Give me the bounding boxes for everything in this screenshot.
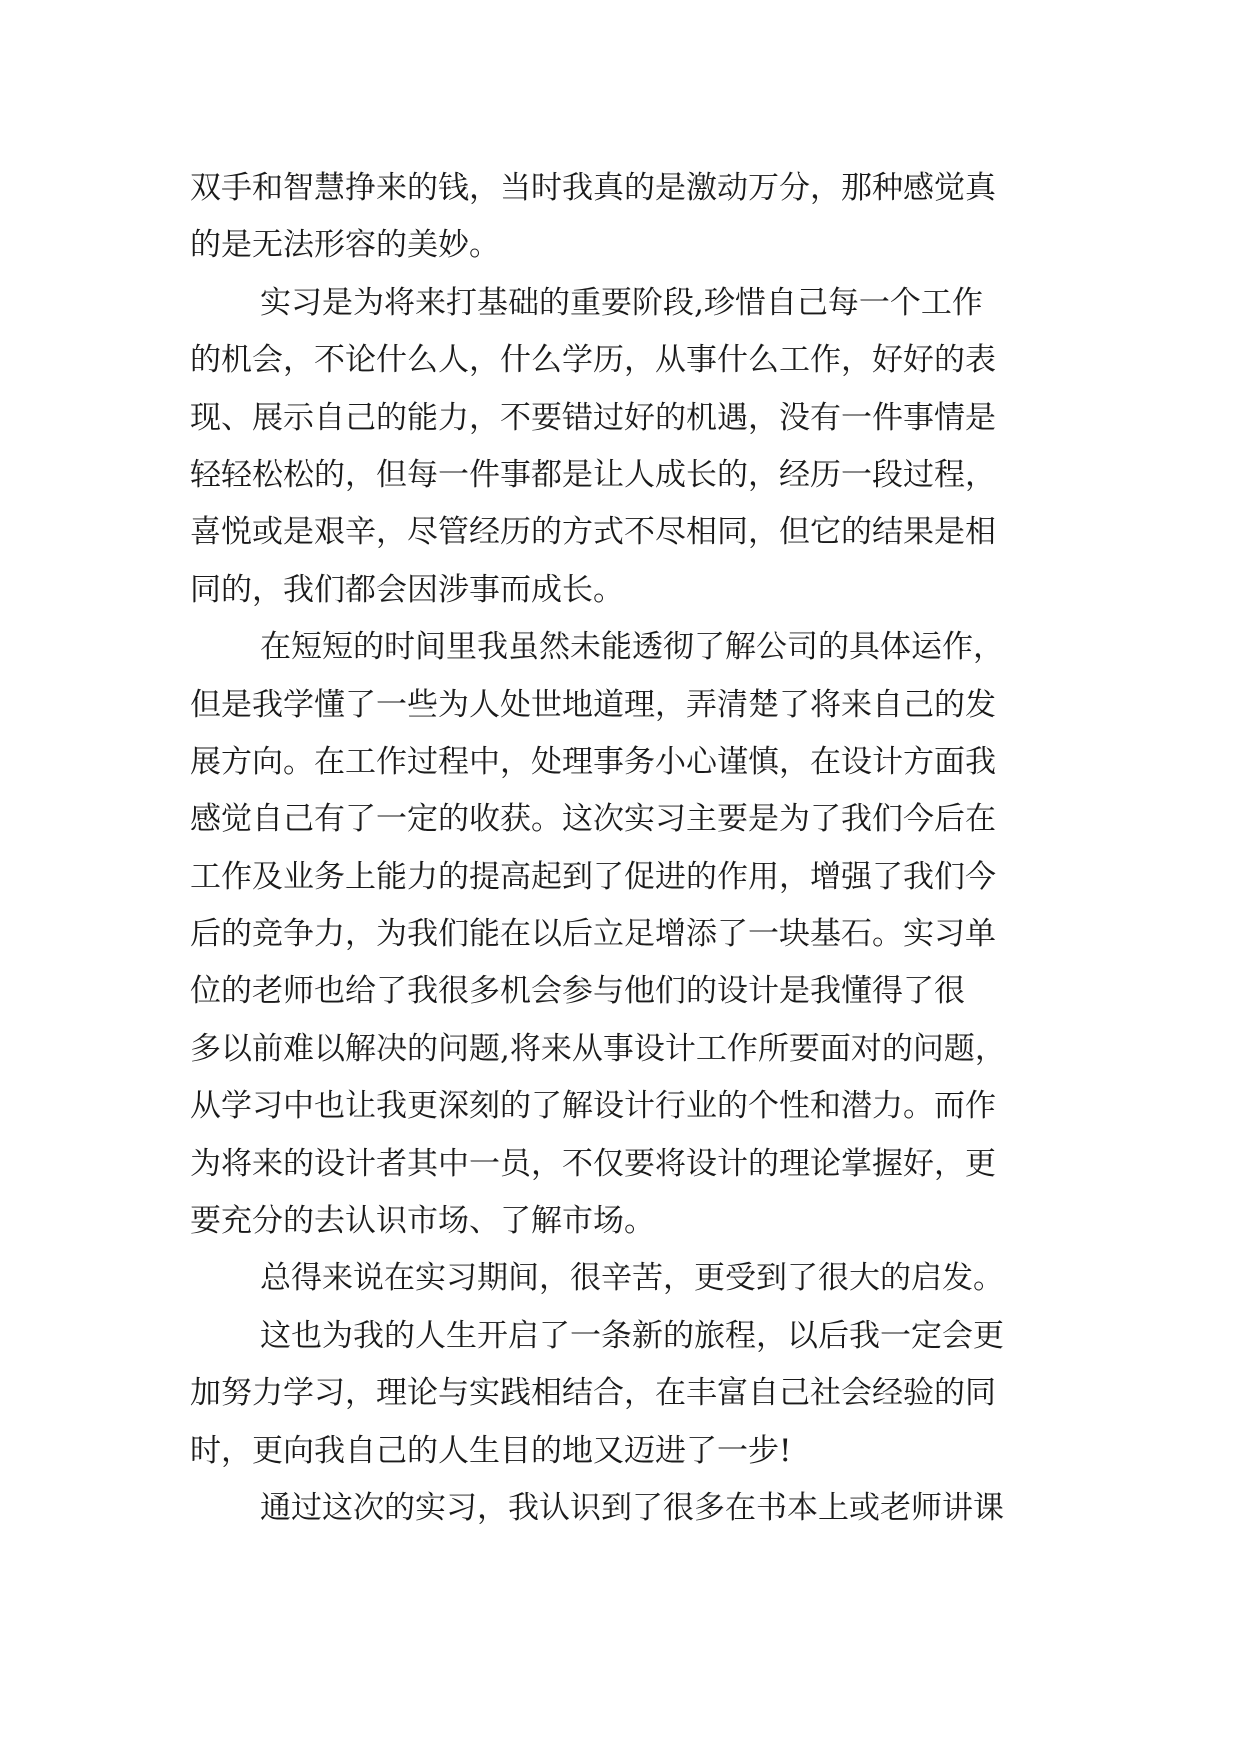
text-line: 实习是为将来打基础的重要阶段,珍惜自己每一个工作 [260, 284, 983, 321]
text-line: 轻轻松松的，但每一件事都是让人成长的，经历一段过程， [190, 456, 996, 493]
text-line: 通过这次的实习，我认识到了很多在书本上或老师讲课 [260, 1489, 1004, 1526]
text-line: 的机会，不论什么人，什么学历，从事什么工作，好好的表 [190, 342, 996, 379]
document-body-text [190, 160, 1070, 1537]
text-line: 多以前难以解决的问题,将来从事设计工作所要面对的问题， [190, 1030, 1006, 1067]
text-line: 喜悦或是艰辛，尽管经历的方式不尽相同，但它的结果是相 [190, 514, 996, 551]
text-line: 同的，我们都会因涉事而成长。 [190, 571, 624, 608]
text-line: 位的老师也给了我很多机会参与他们的设计是我懂得了很 [190, 973, 965, 1010]
text-line: 工作及业务上能力的提高起到了促进的作用，增强了我们今 [190, 858, 996, 895]
text-line: 双手和智慧挣来的钱，当时我真的是激动万分，那种感觉真 [190, 170, 996, 206]
text-line: 时，更向我自己的人生目的地又迈进了一步! [190, 1432, 792, 1469]
text-line: 总得来说在实习期间，很辛苦，更受到了很大的启发。 [260, 1260, 1004, 1297]
text-line: 加努力学习，理论与实践相结合，在丰富自己社会经验的同 [190, 1375, 996, 1412]
text-line: 从学习中也让我更深刻的了解设计行业的个性和潜力。而作 [190, 1088, 996, 1125]
text-line: 在短短的时间里我虽然未能透彻了解公司的具体运作， [260, 629, 1004, 666]
text-line: 后的竞争力，为我们能在以后立足增添了一块基石。实习单 [190, 916, 996, 953]
text-line: 这也为我的人生开启了一条新的旅程，以后我一定会更 [260, 1317, 1004, 1354]
text-line: 但是我学懂了一些为人处世地道理，弄清楚了将来自己的发 [190, 686, 996, 723]
text-line: 为将来的设计者其中一员，不仅要将设计的理论掌握好，更 [190, 1145, 996, 1182]
text-line: 现、展示自己的能力，不要错过好的机遇，没有一件事情是 [190, 399, 996, 436]
text-line: 展方向。在工作过程中，处理事务小心谨慎，在设计方面我 [190, 743, 996, 780]
text-line: 要充分的去认识市场、了解市场。 [190, 1203, 655, 1240]
text-line: 的是无法形容的美妙。 [190, 227, 500, 264]
text-line: 感觉自己有了一定的收获。这次实习主要是为了我们今后在 [190, 801, 996, 838]
